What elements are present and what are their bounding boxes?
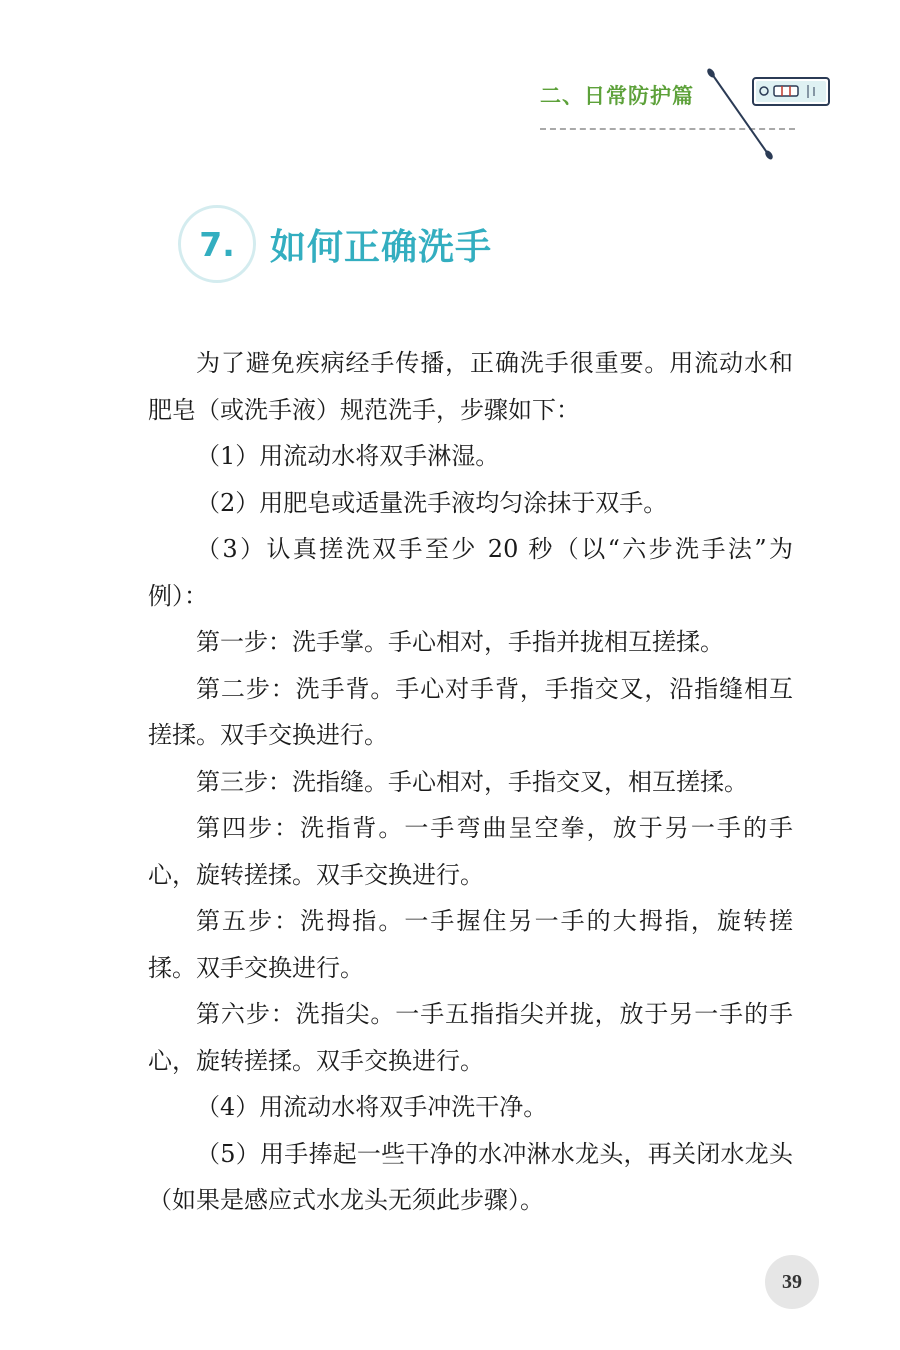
substep-paragraph: 第三步：洗指缝。手心相对，手指交叉，相互搓揉。 [196,767,748,796]
step-paragraph: （5）用手捧起一些干净的水冲淋水龙头，再关闭水龙头（如果是感应式水龙头无须此步骤）。 [148,1139,793,1214]
page-title: 如何正确洗手 [270,227,493,268]
substep-paragraph: 第一步：洗手掌。手心相对，手指并拢相互搓揉。 [196,628,724,656]
step-paragraph: （1）用流动水将双手淋湿。 [196,442,500,470]
body-text [148,340,793,1224]
substep-paragraph: 第五步：洗拇指。一手握住另一手的大拇指，旋转搓揉。双手交换进行。 [148,907,793,982]
step-paragraph: （3）认真搓洗双手至少 20 秒（以“六步洗手法”为例）： [148,535,793,610]
section-header-label: 二、日常防护篇 [540,84,694,108]
substep-paragraph: 第四步：洗指背。一手弯曲呈空拳，放于另一手的手心，旋转搓揉。双手交换进行。 [148,814,793,889]
page-number: 39 [782,1270,802,1293]
substep-paragraph: 第二步：洗手背。手心对手背，手指交叉，沿指缝相互搓揉。双手交换进行。 [148,674,793,749]
step-paragraph: （4）用流动水将双手冲洗干净。 [196,1093,548,1121]
page-number-badge [765,1255,819,1309]
intro-paragraph: 为了避免疾病经手传播，正确洗手很重要。用流动水和肥皂（或洗手液）规范洗手，步骤如下： [148,349,793,424]
title-number-circle [178,205,256,283]
substep-paragraph: 第六步：洗指尖。一手五指指尖并拢，放于另一手的手心，旋转搓揉。双手交换进行。 [148,1000,793,1075]
title-number: 7. [199,224,235,264]
step-paragraph: （2）用肥皂或适量洗手液均匀涂抹于双手。 [196,488,668,517]
swab-test-kit-icon [700,68,840,163]
